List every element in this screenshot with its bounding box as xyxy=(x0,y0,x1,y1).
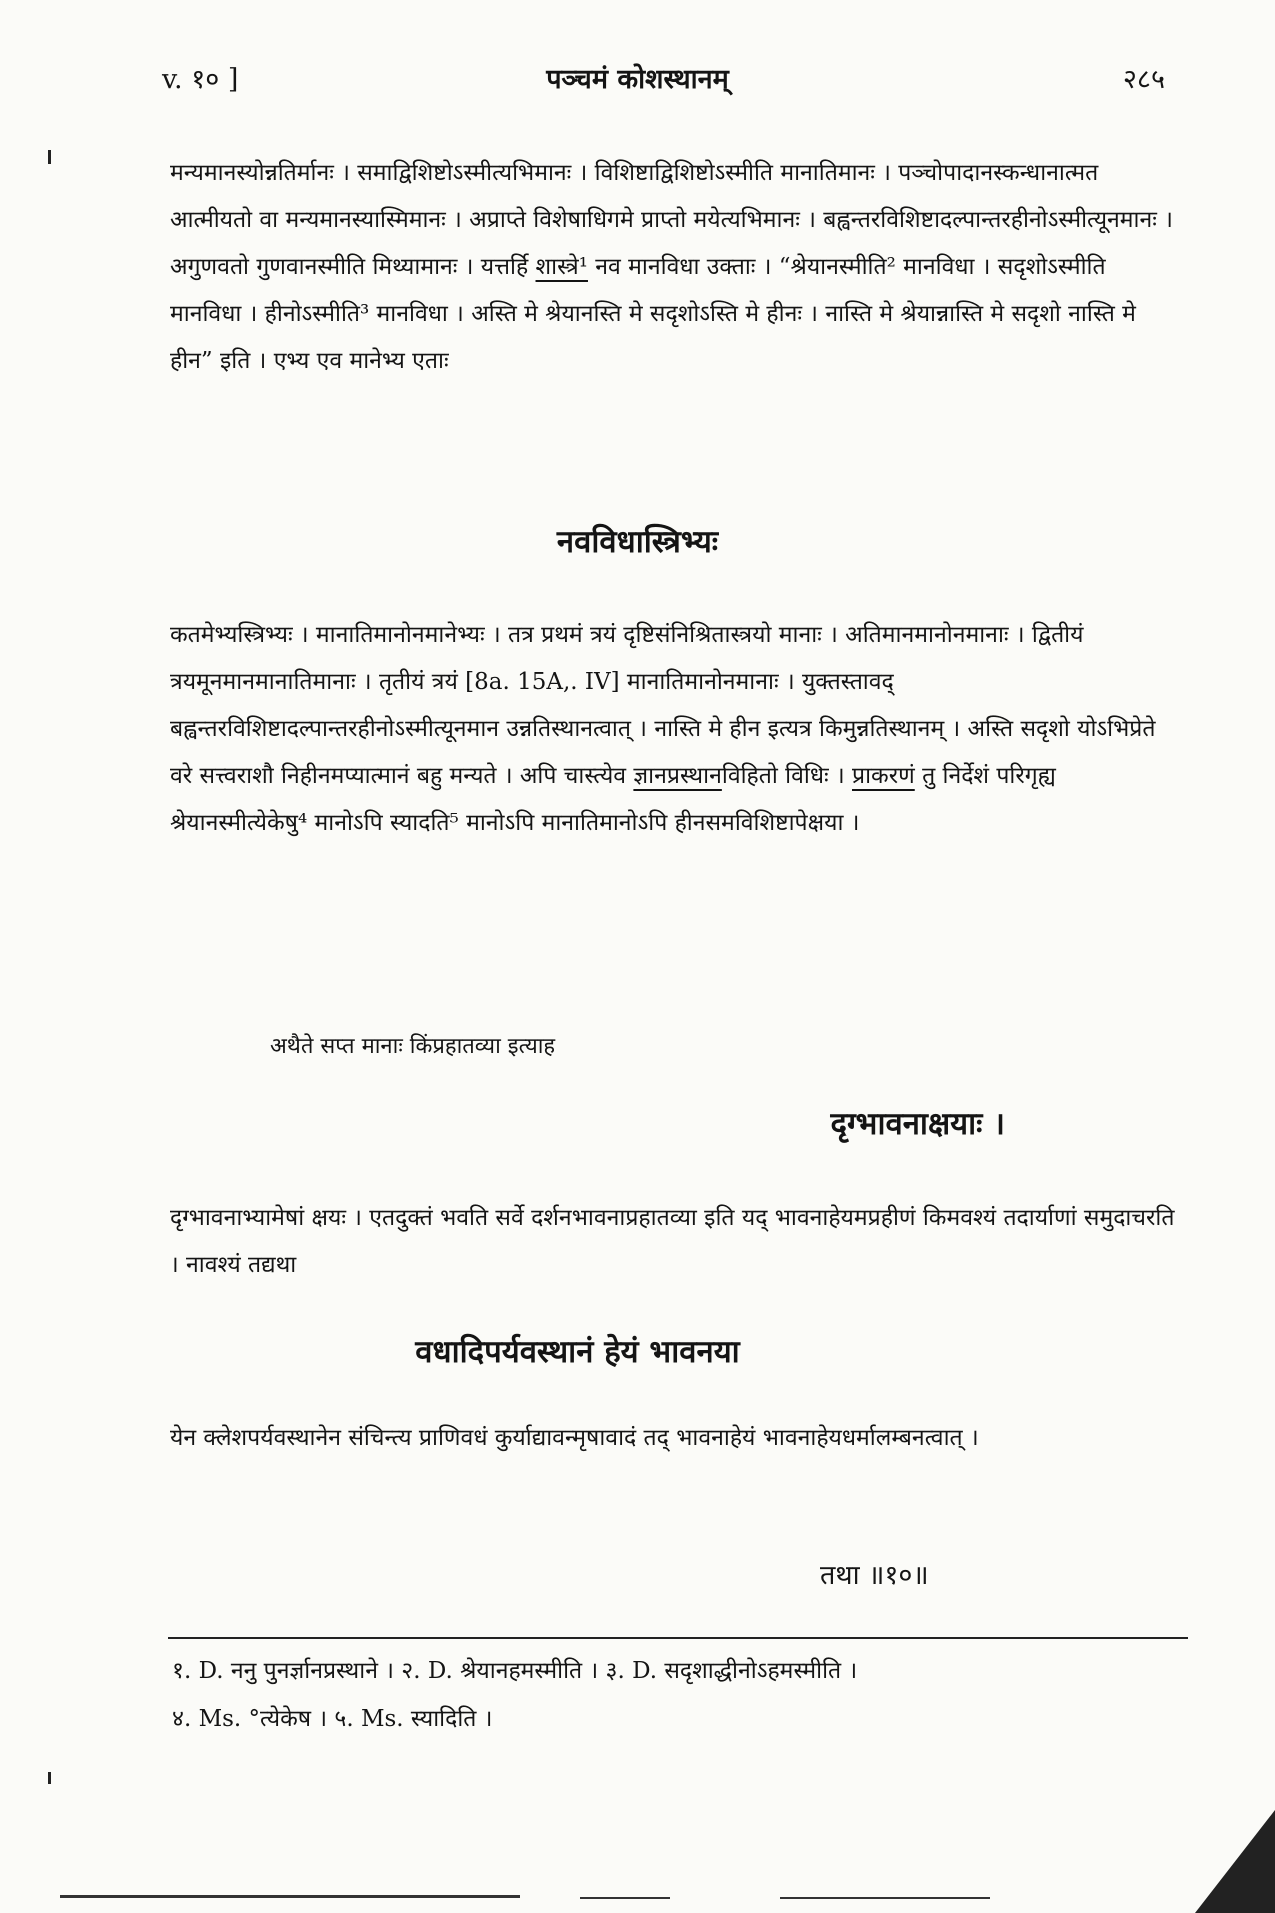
paragraph-4: दृग्भावनाभ्यामेषां क्षयः । एतदुक्तं भवति सर्वे दर्शनभावनाप्रहातव्या इति यद् भावनाहेयमप्रहीणं किमवश्यं तदार्याणां समुदाचरति । नावश्यं तद्यथा xyxy=(170,1205,1175,1278)
paragraph-1 xyxy=(170,150,1180,385)
paragraph-3: अथैते सप्त मानाः किंप्रहातव्या इत्याह xyxy=(270,1034,556,1059)
footnote-rule xyxy=(168,1637,1188,1639)
scan-edge-smudge xyxy=(60,1895,520,1898)
verse-end: तथा ॥१०॥ xyxy=(820,1560,929,1591)
paragraph-2-text-c: तु निर्देशं परिगृह्य श्रेयानस्मीत्येकेषु⁴ मानोऽपि स्यादति⁵ मानोऽपि मानातिमानोऽपि हीनसमविशिष्टापेक्षया । xyxy=(170,763,1056,836)
underlined-term: शास्त्रे¹ xyxy=(535,254,588,280)
scan-corner-shadow xyxy=(1195,1810,1275,1913)
scan-edge-smudge xyxy=(580,1897,670,1899)
footnote-line-1: १. D. ननु पुनर्ज्ञानप्रस्थाने । २. D. श्रेयानहमस्मीति । ३. D. सदृशाद्धीनोऽहमस्मीति । xyxy=(172,1658,858,1684)
scan-mark xyxy=(48,1772,51,1784)
footnote-line-2: ४. Ms. °त्येकेष । ५. Ms. स्यादिति । xyxy=(172,1706,493,1732)
scan-mark xyxy=(48,150,51,164)
underlined-term: ज्ञानप्रस्थान xyxy=(633,763,722,789)
section-reference: v. १० ] xyxy=(162,64,239,95)
paragraph-5: येन क्लेशपर्यवस्थानेन संचिन्त्य प्राणिवधं कुर्याद्यावन्मृषावादं तद् भावनाहेयं भावनाहेयधर्मालम्बनत्वात् । xyxy=(170,1425,979,1451)
scan-edge-smudge xyxy=(780,1897,990,1899)
verse-heading-2: दृग्भावनाक्षयाः । xyxy=(830,1106,1005,1142)
paragraph-2-text-a: कतमेभ्यस्त्रिभ्यः । मानातिमानोनमानेभ्यः । तत्र प्रथमं त्रयं दृष्टिसंनिश्रितास्त्रयो मानाः । अतिमानमानोनमानाः । द्वितीयं त्रयमूनमानमानातिमानाः । तृतीयं त्रयं [8a. 15A,. IV] मानातिमानोनमानाः । युक्तस्तावद् बह्वन्तरविशिष्टादल्पान्तरहीनोऽस्मीत्यूनमान उन्नतिस्थानत्वात् । नास्ति मे हीन इत्यत्र किमुन्नतिस्थानम् । अस्ति सदृशो योऽभिप्रेते वरे सत्त्वराशौ निहीनमप्यात्मानं बहु मन्यते । अपि चास्त्येव xyxy=(170,622,1156,789)
page-number: २८५ xyxy=(1122,64,1165,95)
paragraph-1-text-a: मन्यमानस्योन्नतिर्मानः । समाद्विशिष्टोऽस्मीत्यभिमानः । विशिष्टाद्विशिष्टोऽस्मीति मानातिमानः । पञ्चोपादानस्कन्धानात्मत आत्मीयतो वा मन्यमानस्यास्मिमानः । अप्राप्ते विशेषाधिगमे प्राप्तो मयेत्यभिमानः । बह्वन्तरविशिष्टादल्पान्तरहीनोऽस्मीत्यूनमानः । अगुणवतो गुणवानस्मीति मिथ्यामानः । यत्तर्हि xyxy=(170,160,1173,280)
verse-heading-1: नवविधास्त्रिभ्यः xyxy=(556,524,719,560)
paragraph-2-text-b: विहितो विधिः । xyxy=(721,763,845,789)
paragraph-2 xyxy=(170,612,1180,847)
running-title: पञ्चमं कोशस्थानम् xyxy=(546,64,729,95)
underlined-term: प्राकरणं xyxy=(852,763,915,789)
paragraph-1-text-b: नव मानविधा उक्ताः । “श्रेयानस्मीति² मानविधा । सदृशोऽस्मीति मानविधा । हीनोऽस्मीति³ मानविधा । अस्ति मे श्रेयानस्ति मे सदृशोऽस्ति मे हीनः । नास्ति मे श्रेयान्नास्ति मे सदृशो नास्ति मे हीन” इति । एभ्य एव मानेभ्य एताः xyxy=(170,254,1136,374)
verse-heading-3: वधादिपर्यवस्थानं हेयं भावनया xyxy=(415,1334,740,1370)
